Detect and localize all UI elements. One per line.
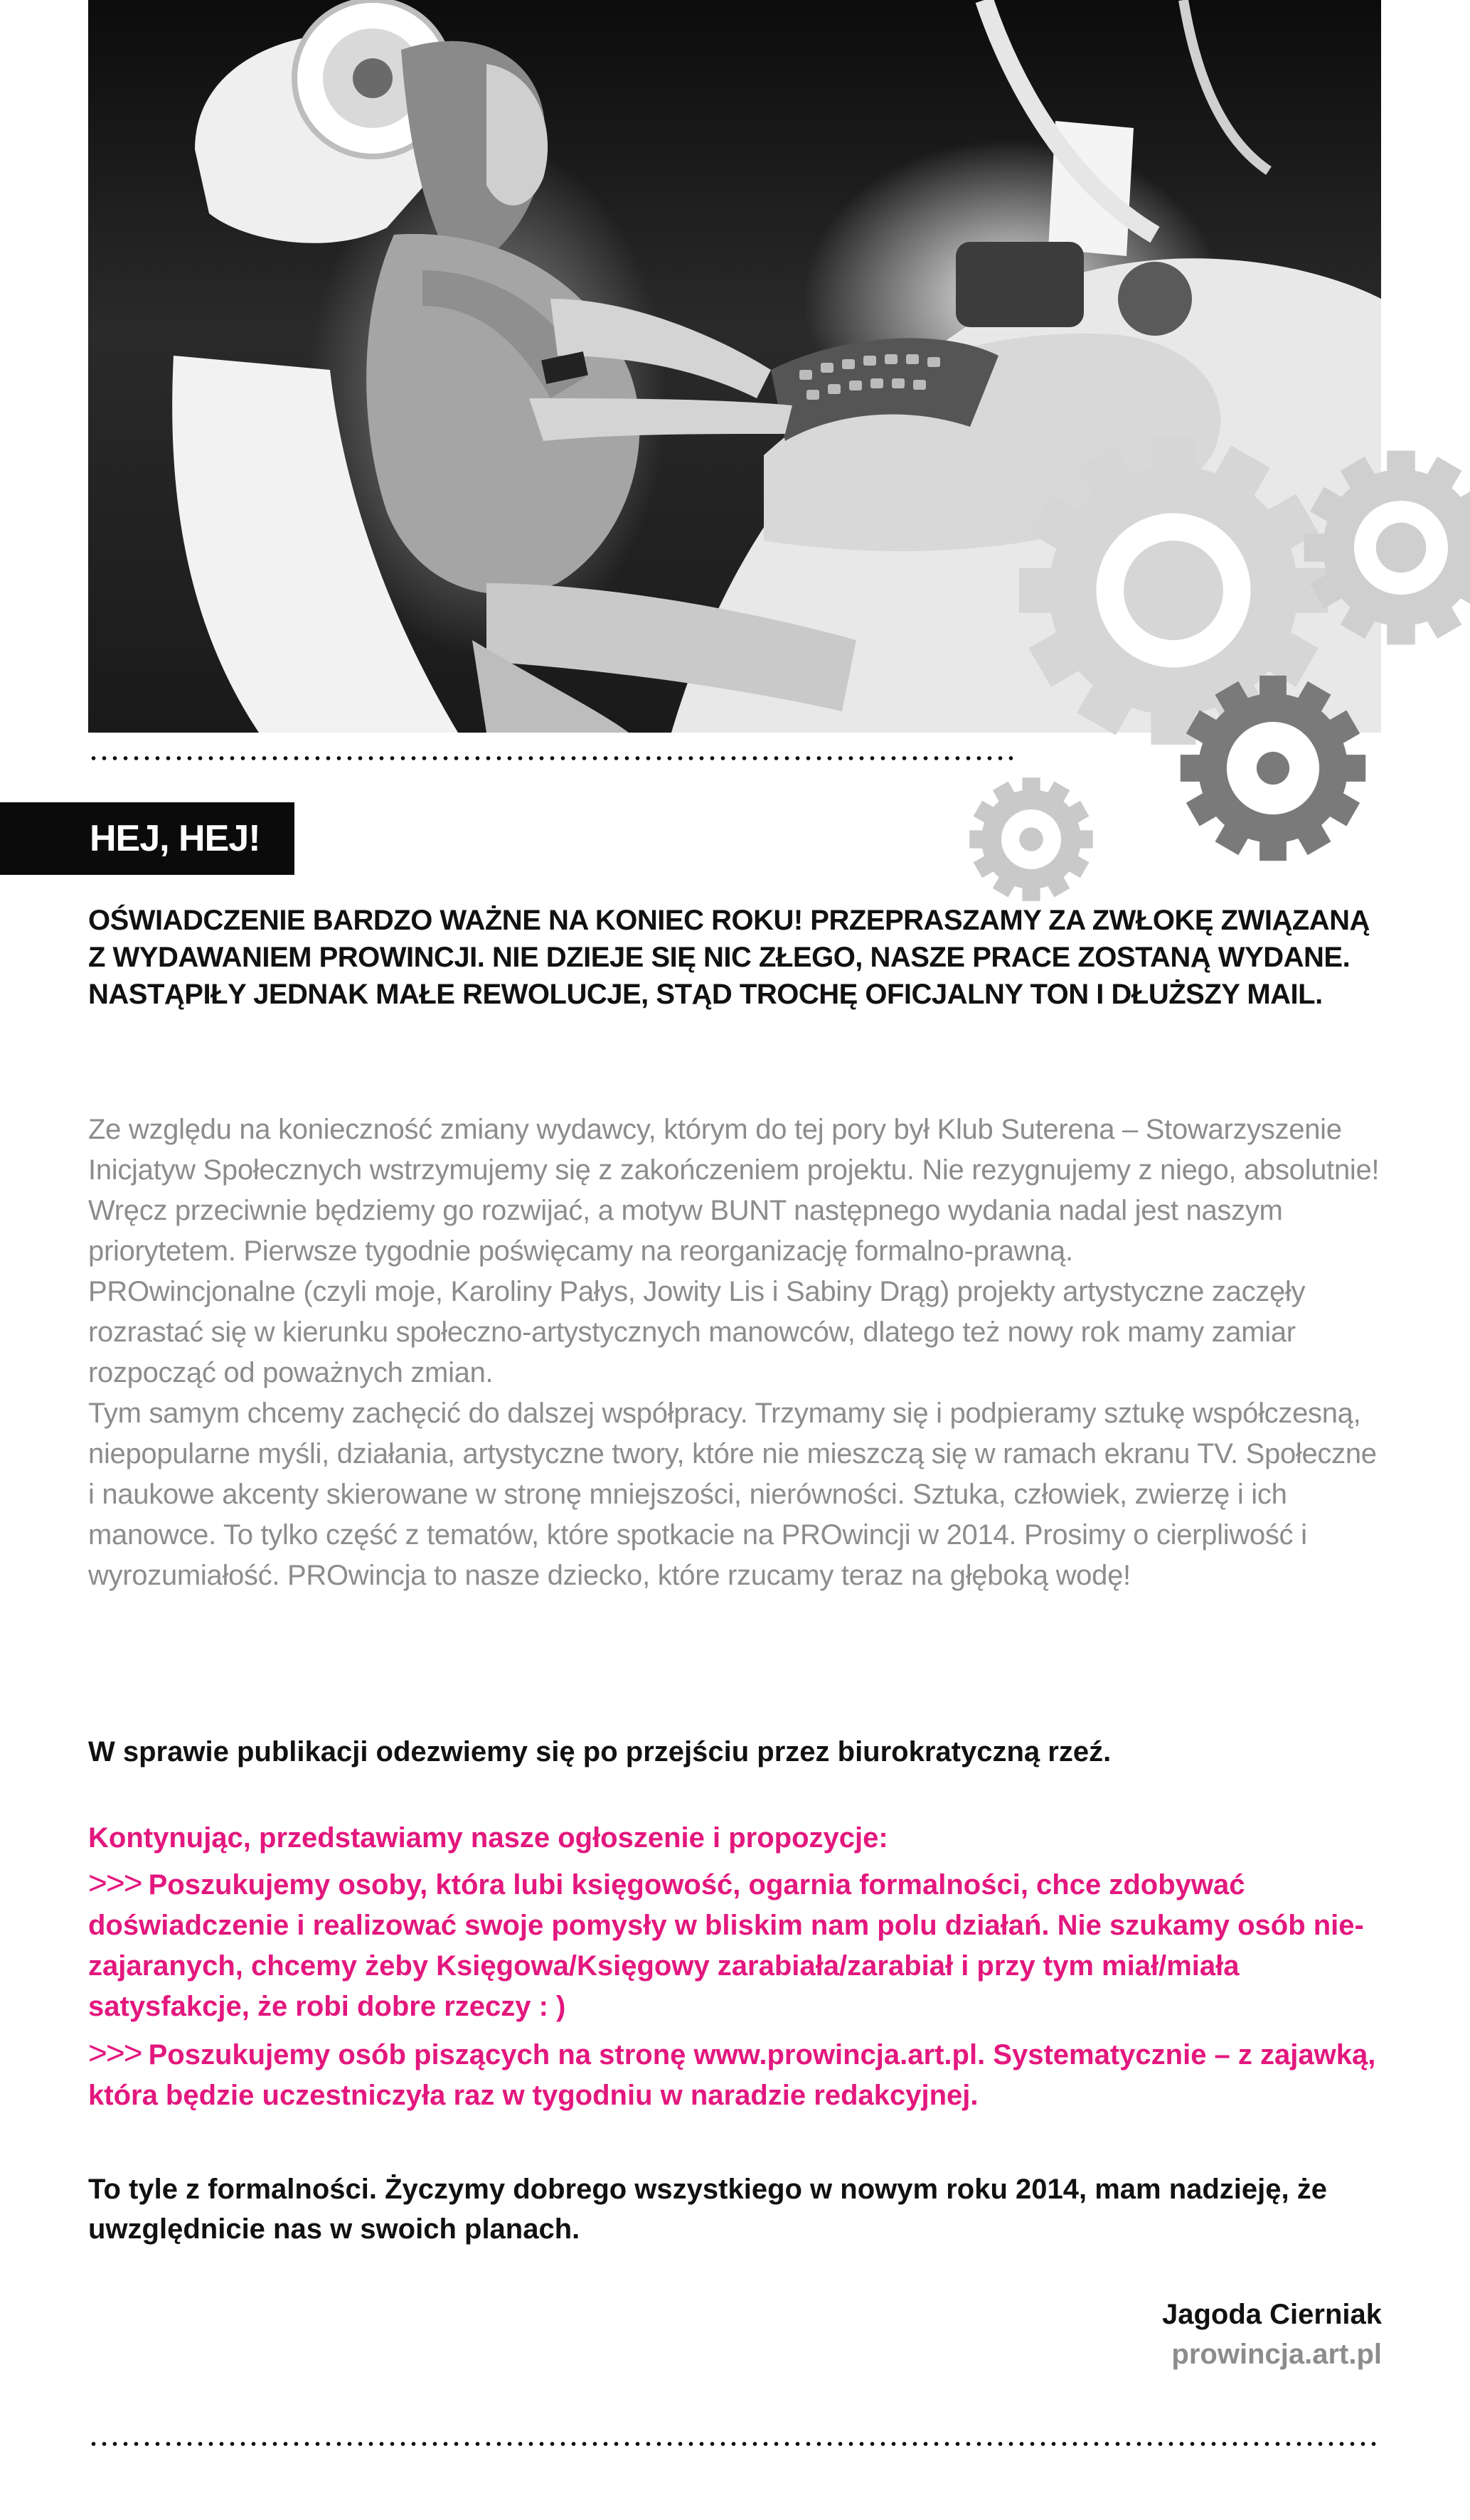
- page-heading: HEJ, HEJ!: [90, 818, 260, 859]
- gears-decoration: [939, 413, 1470, 925]
- intro-statement: OŚWIADCZENIE BARDZO WAŻNE NA KONIEC ROKU! PRZEPRASZAMY ZA ZWŁOKĘ ZWIĄZANĄ Z WYDAWANIEM PROWINCJI. NIE DZIEJE SIĘ NIC ZŁEGO, NASZE PRACE ZOSTANĄ WYDANE. NASTĄPIŁY JEDNAK MAŁE REWOLUCJE, STĄD TROCHĘ OFICJALNY TON I DŁUŻSZY MAIL.: [88, 905, 1370, 1010]
- gear-icon: [1304, 451, 1470, 645]
- announcements-intro: Kontynując, przedstawiamy nasze ogłoszenie i propozycje:: [88, 1822, 888, 1854]
- signature: [1162, 2295, 1382, 2374]
- announcement-text: Poszukujemy osoby, która lubi księgowość, ogarnia formalności, chce zdobywać doświadczenie i realizować swoje pomysły w bliskim nam polu działań. Nie szukamy osób nie-zajaranych, chcemy żeby Księgowa/Księgowy zarabiała/zarabiał i przy tym miał/miała satysfakcje, że robi dobre rzeczy : ): [88, 1869, 1364, 2022]
- closing-text: To tyle z formalności. Życzymy dobrego wszystkiego w nowym roku 2014, mam nadzieję, że uwzględnicie nas w swoich planach.: [88, 2174, 1327, 2245]
- signature-name: Jagoda Cierniak: [1161, 2299, 1382, 2330]
- heading-bar: [0, 802, 294, 875]
- body-paragraph: PROwincjonalne (czyli moje, Karoliny Pałys, Jowity Lis i Sabiny Drąg) projekty artystyczne zaczęły rozrastać się w kierunku społeczno-artystycznych manowców, dlatego też nowy rok mamy zamiar rozpocząć od poważnych zmian.: [88, 1276, 1306, 1388]
- announcement-text: Poszukujemy osób piszących na stronę www.prowincja.art.pl. Systematycznie – z zajawką, która będzie uczestniczyła raz w tygodniu w naradzie redakcyjnej.: [88, 2039, 1376, 2111]
- body-text: [88, 1110, 1383, 1596]
- arrows-marker: >>>: [88, 1864, 142, 1901]
- dotted-divider-top: [88, 755, 1013, 761]
- dotted-divider-bottom: [88, 2441, 1381, 2447]
- body-paragraph: Ze względu na konieczność zmiany wydawcy, którym do tej pory był Klub Suterena – Stowarzyszenie Inicjatyw Społecznych wstrzymujemy się z zakończeniem projektu. Nie rezygnujemy z niego, absolutnie! Wręcz przeciwnie będziemy go rozwijać, a motyw BUNT następnego wydania nadal jest naszym priorytetem. Pierwsze tygodnie poświęcamy na reorganizację formalno-prawną.: [88, 1114, 1380, 1267]
- website-link[interactable]: prowincja.art.pl: [1171, 2339, 1382, 2370]
- gear-icon: [969, 777, 1093, 901]
- announcement-item: [88, 1863, 1383, 2027]
- body-paragraph: Tym samym chcemy zachęcić do dalszej współpracy. Trzymamy się i podpieramy sztukę współczesną, niepopularne myśli, działania, artystyczne twory, które nie mieszczą się w ramach ekranu TV. Społeczne i naukowe akcenty skierowane w stronę mniejszości, nierówności. Sztuka, człowiek, zwierzę i ich manowce. To tylko część z tematów, które spotkacie na PROwincji w 2014. Prosimy o cierpliwość i wyrozumiałość. PROwincja to nasze dziecko, które rzucamy teraz na głęboką wodę!: [88, 1398, 1377, 1591]
- announcement-item: [88, 2033, 1383, 2116]
- arrows-marker: >>>: [88, 2034, 142, 2071]
- publication-note: W sprawie publikacji odezwiemy się po przejściu przez biurokratyczną rzeź.: [88, 1736, 1112, 1767]
- announcements: [88, 1818, 1383, 2122]
